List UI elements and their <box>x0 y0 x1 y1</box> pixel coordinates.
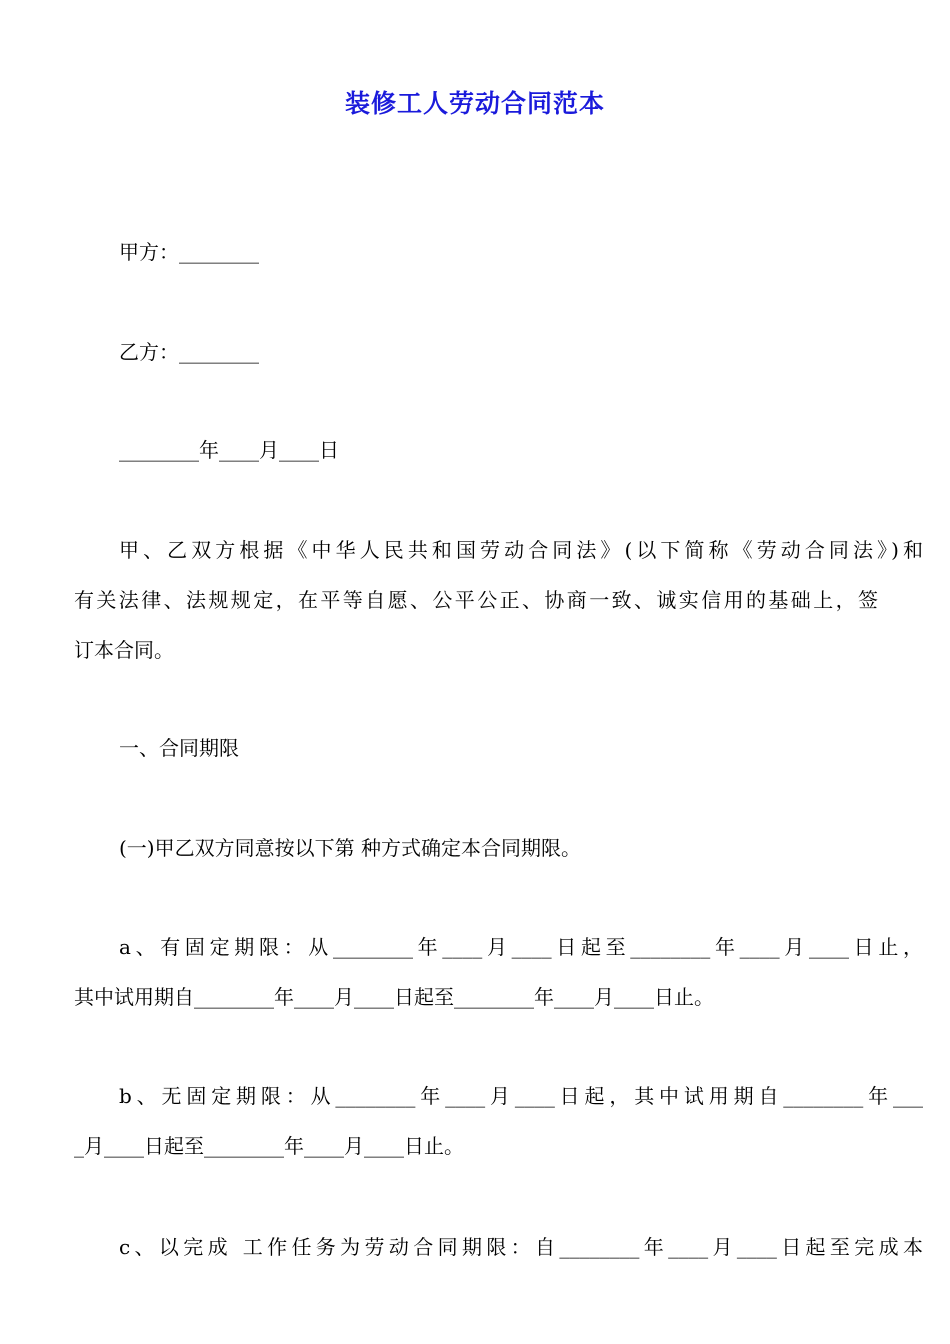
preamble-line-2: 有关法律、法规规定，在平等自愿、公平公正、协商一致、诚实信用的基础上，签 <box>74 588 878 612</box>
date-line: ________年____月____日 <box>119 438 339 462</box>
party-b-line: 乙方：________ <box>119 340 259 364</box>
option-c-line-1: c、以完成 工作任务为劳动合同期限：自________年____月____日起至完成本 <box>119 1235 923 1259</box>
party-a-line: 甲方：________ <box>119 240 259 264</box>
preamble-line-3: 订本合同。 <box>74 638 174 662</box>
preamble-line-1: 甲、乙双方根据《中华人民共和国劳动合同法》(以下简称《劳动合同法》)和 <box>119 538 923 562</box>
option-a-line-1: a、有固定期限：从________年____月____日起至________年____月____日止， <box>119 935 923 959</box>
clause-1-1: (一)甲乙双方同意按以下第 种方式确定本合同期限。 <box>119 836 581 860</box>
option-b-line-1: b、无固定期限：从________年____月____日起，其中试用期自________年___ <box>119 1084 923 1108</box>
document-title: 装修工人劳动合同范本 <box>344 89 605 118</box>
section-1-heading: 一、合同期限 <box>119 736 239 760</box>
option-a-line-2: 其中试用期自________年____月____日起至________年____月____日止。 <box>74 985 714 1009</box>
option-b-line-2: _月____日起至________年____月____日止。 <box>74 1134 464 1158</box>
